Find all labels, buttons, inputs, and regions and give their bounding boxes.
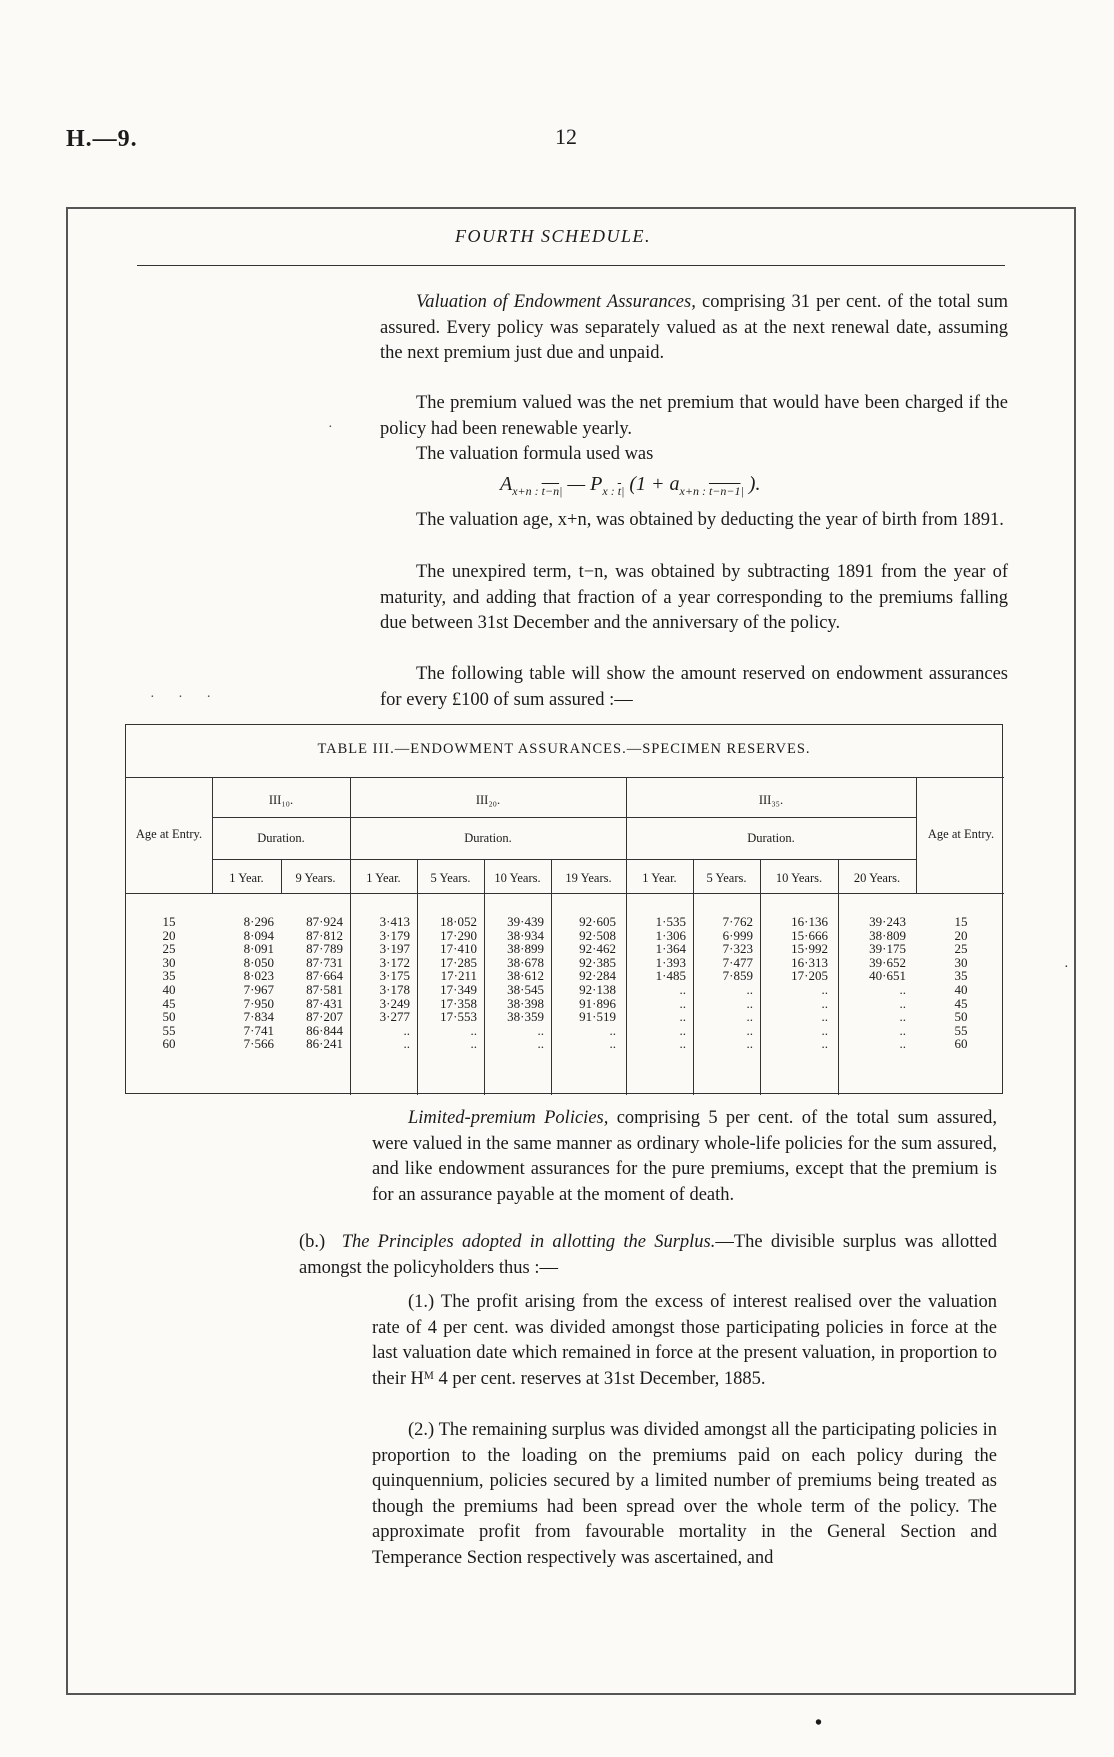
- paragraph-formula-intro-text: The valuation formula used was: [416, 444, 654, 464]
- reserve-cell: ..: [679, 1022, 686, 1038]
- age-cell-left: 45: [162, 995, 176, 1011]
- reserve-cell: 17·410: [440, 941, 477, 957]
- age-cell-right: 40: [954, 982, 968, 997]
- reserve-cell: 1·485: [655, 968, 686, 984]
- reserve-cell: 92·138: [579, 982, 616, 997]
- reserve-cell: 18·052: [440, 914, 477, 929]
- reserve-cell: ..: [899, 1009, 906, 1025]
- reserve-cell: ..: [899, 982, 906, 997]
- table-title: TABLE III.—ENDOWMENT ASSURANCES.—SPECIMEN RESERVES.: [317, 741, 811, 757]
- paragraph-limited-premium-lead: Limited-premium Policies,: [408, 1108, 609, 1128]
- reserve-cell: 39·439: [507, 914, 544, 929]
- reserve-cell: 7·323: [722, 941, 753, 957]
- reserve-cell: ..: [679, 1009, 686, 1025]
- reserve-cell: 87·812: [306, 927, 343, 943]
- age-cell-right: 50: [954, 1009, 968, 1025]
- reserve-cell: ..: [821, 982, 828, 997]
- reserve-cell: 1·364: [655, 941, 686, 957]
- col-header: 20 Years.: [853, 871, 901, 885]
- reserve-cell: ..: [470, 1036, 477, 1052]
- reserve-cell: ..: [679, 995, 686, 1011]
- leader-dots: · · ·: [150, 690, 221, 705]
- reserve-cell: ..: [746, 982, 753, 997]
- reserve-cell: 87·581: [306, 982, 343, 997]
- age-cell-left: 55: [162, 1022, 176, 1038]
- reserve-cell: ..: [821, 1009, 828, 1025]
- paragraph-valuation-age-text: The valuation age, x+n, was obtained by deducting the year of birth from 1891.: [416, 510, 1004, 530]
- section-b: [299, 1230, 997, 1281]
- reserve-cell: 17·205: [791, 968, 828, 984]
- reserve-cell: ..: [899, 1036, 906, 1052]
- reserve-cell: 3·277: [379, 1009, 410, 1025]
- col-header: 1 Year.: [229, 871, 264, 885]
- margin-mark: •: [815, 1712, 823, 1734]
- table-vline: [551, 859, 552, 1095]
- reserve-cell: 7·967: [243, 982, 274, 997]
- reserve-cell: 17·349: [440, 982, 477, 997]
- paragraph-item-2-text: (2.) The remaining surplus was divided amongst all the participating policies in proportion to the loading on the premiums paid on each policy during the quinquennium, policies secured by a limited number of premiums being treated as though the premiums had been spread over the whole term of the policy. The approximate profit from favourable mortality in the General Section and Temperance Section respectively was ascertained, and: [372, 1420, 997, 1568]
- reserve-cell: 87·431: [306, 995, 343, 1011]
- paragraph-table-intro: [380, 662, 1008, 713]
- reserve-cell: 7·950: [243, 995, 274, 1011]
- age-cell-left: 30: [162, 954, 176, 970]
- reserve-cell: ..: [899, 995, 906, 1011]
- margin-mark: ·: [1064, 960, 1069, 975]
- age-cell-right: 60: [954, 1036, 968, 1052]
- reserve-cell: 39·175: [869, 941, 906, 957]
- section-b-label: (b.): [299, 1232, 326, 1252]
- age-cell-right: 55: [954, 1022, 968, 1038]
- reserve-cell: 87·789: [306, 941, 343, 957]
- reserve-cell: ..: [470, 1022, 477, 1038]
- reserve-cell: ..: [679, 982, 686, 997]
- age-cell-left: 20: [162, 927, 176, 943]
- age-cell-right: 45: [954, 995, 968, 1011]
- reserve-cell: 38·809: [869, 927, 906, 943]
- reserve-cell: 87·664: [306, 968, 343, 984]
- table-vline: [760, 859, 761, 1095]
- reserve-cell: 91·896: [579, 995, 616, 1011]
- reserve-cell: 92·462: [579, 941, 616, 957]
- page-code: H.—9.: [66, 126, 138, 152]
- reserve-cell: 7·834: [243, 1009, 274, 1025]
- paragraph-unexpired-term: [380, 560, 1008, 637]
- page-number: 12: [555, 124, 577, 149]
- table-rule: [126, 893, 1004, 894]
- reserve-cell: 87·924: [306, 914, 343, 929]
- section-b-text: —The divisible surplus was allotted amongst the policyholders thus :—: [299, 1232, 998, 1278]
- age-cell-left: 35: [162, 968, 176, 984]
- reserve-cell: 7·566: [243, 1036, 274, 1052]
- reserve-cell: 17·211: [440, 968, 477, 984]
- paragraph-table-intro-text: The following table will show the amount reserved on endowment assurances for every £100 of sum assured :—: [380, 664, 1008, 710]
- reserve-cell: 17·290: [440, 927, 477, 943]
- age-cell-right: 30: [954, 954, 968, 970]
- reserve-cell: 1·306: [655, 927, 686, 943]
- reserve-cell: ..: [746, 1036, 753, 1052]
- reserve-cell: 3·413: [379, 914, 410, 929]
- paragraph-endowment-text: comprising 31 per cent. of the total sum assured. Every policy was separately valued as at the next renewal date, assuming the next premium just due and unpaid.: [380, 292, 1008, 363]
- reserve-cell: 17·358: [440, 995, 477, 1011]
- col-header: 19 Years.: [565, 871, 612, 885]
- reserve-cell: 91·519: [579, 1009, 616, 1025]
- reserve-cell: 16·313: [791, 954, 828, 970]
- reserves-table: [125, 724, 1003, 1094]
- paragraph-item-1-text: (1.) The profit arising from the excess of interest realised over the valuation rate of 4 per cent. was divided amongst those participating policies in force at the last valuation date which remained in force at the present valuation, in proportion to their Hᴹ 4 per cent. reserves at 31st December, 1885.: [372, 1292, 997, 1389]
- reserve-cell: 1·393: [655, 954, 686, 970]
- paragraph-premium: [380, 391, 1008, 442]
- paragraph-unexpired-term-text: The unexpired term, t−n, was obtained by subtracting 1891 from the year of maturity, and adding that fraction of a year corresponding to the premiums falling due between 31st December and the anniversary of the policy.: [380, 562, 1008, 633]
- reserve-cell: 39·652: [869, 954, 906, 970]
- col-header: 10 Years.: [494, 871, 541, 885]
- age-cell-right: 15: [954, 914, 968, 929]
- group-header-iii20: III₂₀.: [475, 793, 501, 807]
- reserve-cell: 86·844: [306, 1022, 343, 1038]
- table-rule: [126, 777, 1004, 778]
- reserve-cell: 8·091: [243, 941, 274, 957]
- reserve-cell: 92·284: [579, 968, 616, 984]
- schedule-title: FOURTH SCHEDULE.: [455, 226, 652, 246]
- reserve-cell: 92·508: [579, 927, 616, 943]
- reserve-cell: 38·678: [507, 954, 544, 970]
- age-cell-left: 50: [162, 1009, 176, 1025]
- reserve-cell: ..: [537, 1022, 544, 1038]
- reserve-cell: ..: [746, 1022, 753, 1038]
- reserve-cell: 17·553: [440, 1009, 477, 1025]
- reserve-cell: 8·050: [243, 954, 274, 970]
- reserve-cell: 38·899: [507, 941, 544, 957]
- reserve-cell: ..: [746, 995, 753, 1011]
- paragraph-valuation-age: [380, 508, 1008, 534]
- reserve-cell: ..: [609, 1022, 616, 1038]
- reserve-cell: 7·762: [722, 914, 753, 929]
- col-header: 1 Year.: [366, 871, 401, 885]
- reserve-cell: 87·731: [306, 954, 343, 970]
- col-header: 5 Years.: [706, 871, 747, 885]
- reserve-cell: 40·651: [869, 968, 906, 984]
- paragraph-formula-intro: [380, 442, 1008, 468]
- col-header: 5 Years.: [430, 871, 471, 885]
- age-cell-left: 60: [162, 1036, 176, 1052]
- reserve-cell: 92·605: [579, 914, 616, 929]
- paragraph-premium-text: The premium valued was the net premium that would have been charged if the policy had been renewable yearly.: [380, 393, 1008, 439]
- age-header-right: Age at Entry.: [927, 827, 995, 841]
- reserve-cell: ..: [821, 1036, 828, 1052]
- reserve-cell: 6·999: [722, 927, 753, 943]
- paragraph-item-2: [372, 1418, 997, 1571]
- table-vline: [916, 777, 917, 893]
- valuation-formula: $A_{x+n : t-n|}$ — $P_{x : \overline{t}|}$ ($1 + a_{x+n : t-n-1|}$ ).: [500, 473, 761, 498]
- reserve-cell: 8·296: [243, 914, 274, 929]
- reserve-cell: 92·385: [579, 954, 616, 970]
- duration-label: Duration.: [257, 831, 305, 845]
- col-header: 10 Years.: [775, 871, 823, 885]
- paragraph-endowment: [380, 290, 1008, 367]
- reserve-cell: 7·477: [722, 954, 753, 970]
- reserve-cell: 3·175: [379, 968, 410, 984]
- group-header-iii35: III₃₅.: [758, 793, 784, 807]
- paragraph-endowment-lead: Valuation of Endowment Assurances,: [416, 292, 696, 312]
- reserve-cell: 8·094: [243, 927, 274, 943]
- age-cell-right: 20: [954, 927, 968, 943]
- duration-label: Duration.: [464, 831, 512, 845]
- age-cell-right: 25: [954, 941, 968, 957]
- reserve-cell: ..: [609, 1036, 616, 1052]
- paragraph-item-1: [372, 1290, 997, 1392]
- reserve-cell: 1·535: [655, 914, 686, 929]
- reserve-cell: ..: [821, 1022, 828, 1038]
- reserve-cell: 38·934: [507, 927, 544, 943]
- reserve-cell: ..: [679, 1036, 686, 1052]
- age-cell-left: 40: [162, 982, 176, 997]
- title-rule: [137, 265, 1005, 266]
- age-cell-right: 35: [954, 968, 968, 984]
- age-cell-left: 15: [162, 914, 176, 929]
- margin-dot: ·: [328, 420, 343, 435]
- col-header: 9 Years.: [295, 871, 336, 885]
- reserve-cell: 38·398: [507, 995, 544, 1011]
- reserve-cell: ..: [746, 1009, 753, 1025]
- reserve-cell: 38·359: [507, 1009, 544, 1025]
- reserve-cell: 7·741: [243, 1022, 274, 1038]
- reserve-cell: 86·241: [306, 1036, 343, 1052]
- table-vline: [838, 859, 839, 1095]
- reserve-cell: 3·178: [379, 982, 410, 997]
- reserve-cell: 39·243: [869, 914, 906, 929]
- section-b-title: The Principles adopted in allotting the Surplus.: [341, 1232, 716, 1252]
- reserve-cell: 3·172: [379, 954, 410, 970]
- age-header-left: Age at Entry.: [135, 827, 203, 841]
- reserve-cell: 7·859: [722, 968, 753, 984]
- paragraph-limited-premium: [372, 1106, 997, 1208]
- reserve-cell: ..: [403, 1022, 410, 1038]
- reserve-cell: 17·285: [440, 954, 477, 970]
- group-header-iii10: III₁₀.: [268, 793, 294, 807]
- reserve-cell: 15·666: [791, 927, 828, 943]
- reserve-cell: 3·197: [379, 941, 410, 957]
- reserve-cell: 3·249: [379, 995, 410, 1011]
- reserve-cell: 38·545: [507, 982, 544, 997]
- reserve-cell: ..: [821, 995, 828, 1011]
- reserve-cell: ..: [537, 1036, 544, 1052]
- reserve-cell: 16·136: [791, 914, 828, 929]
- table-rule: [212, 817, 916, 818]
- reserve-cell: ..: [403, 1036, 410, 1052]
- reserve-cell: 87·207: [306, 1009, 343, 1025]
- paragraph-limited-premium-text: comprising 5 per cent. of the total sum assured, were valued in the same manner as ordinary whole-life policies for the sum assured, and like endowment assurances for the pure premiums, except that the premium is for an assurance payable at the moment of death.: [372, 1108, 997, 1205]
- col-header: 1 Year.: [642, 871, 677, 885]
- duration-label: Duration.: [747, 831, 795, 845]
- reserve-cell: 15·992: [791, 941, 828, 957]
- reserve-cell: 38·612: [507, 968, 544, 984]
- table-rule: [212, 859, 916, 860]
- reserve-cell: 8·023: [243, 968, 274, 984]
- age-cell-left: 25: [162, 941, 176, 957]
- reserve-cell: 3·179: [379, 927, 410, 943]
- reserve-cell: ..: [899, 1022, 906, 1038]
